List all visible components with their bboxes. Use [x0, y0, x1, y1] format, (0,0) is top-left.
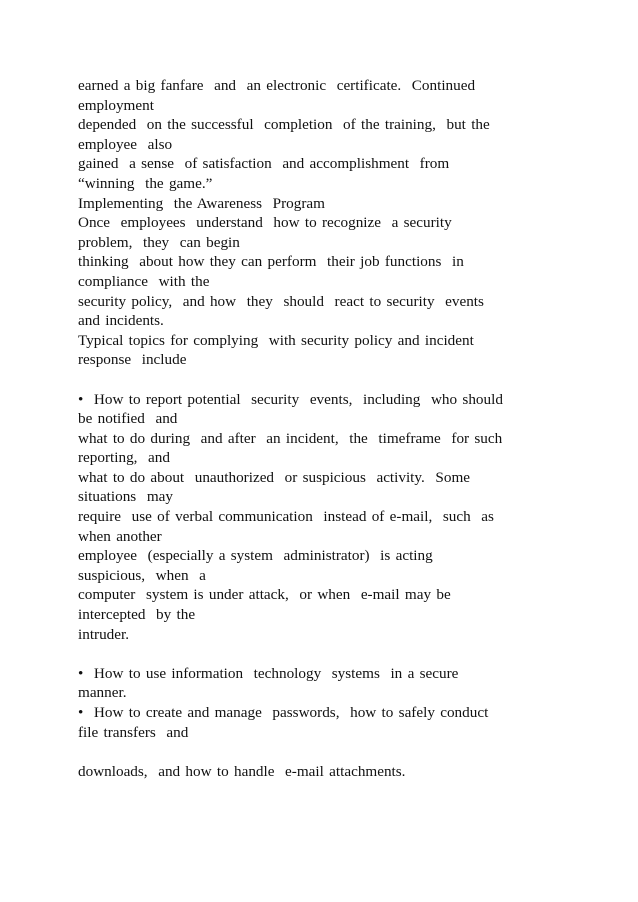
text-line: when another	[78, 527, 162, 545]
blank-line	[78, 644, 578, 664]
text-line: “winning the game.”	[78, 174, 213, 192]
text-line: reporting, and	[78, 449, 170, 467]
document-body	[78, 76, 578, 781]
text-line: thinking about how they can perform their job functions in	[78, 253, 464, 271]
text-line: situations may	[78, 488, 173, 506]
text-line: intercepted by the	[78, 606, 196, 624]
text-line: Once employees understand how to recognize a security	[78, 214, 452, 232]
section-heading: Implementing the Awareness Program	[78, 194, 325, 212]
text-line: gained a sense of satisfaction and accomplishment from	[78, 155, 450, 173]
text-line: earned a big fanfare and an electronic certificate. Continued	[78, 77, 476, 94]
text-line: be notified and	[78, 410, 178, 428]
text-line: computer system is under attack, or when e-mail may be	[78, 586, 451, 604]
text-line: and incidents.	[78, 312, 164, 330]
text-line: downloads, and how to handle e-mail attachments.	[78, 762, 406, 780]
text-line: employee also	[78, 135, 173, 153]
text-line: require use of verbal communication instead of e-mail, such as	[78, 508, 494, 526]
text-line: manner.	[78, 684, 127, 702]
bullet-line: • How to report potential security events, including who should	[78, 390, 503, 408]
text-line: compliance with the	[78, 272, 210, 290]
text-line: depended on the successful completion of the training, but the	[78, 116, 490, 134]
text-line: Typical topics for complying with security policy and incident	[78, 331, 474, 349]
text-line: problem, they can begin	[78, 233, 240, 251]
text-line: security policy, and how they should react to security events	[78, 292, 484, 310]
text-line: employee (especially a system administrator) is acting	[78, 547, 433, 565]
text-line: employment	[78, 96, 154, 114]
text-line: what to do during and after an incident, the timeframe for such	[78, 429, 503, 447]
text-line: intruder.	[78, 625, 130, 643]
text-line: what to do about unauthorized or suspicious activity. Some	[78, 468, 470, 486]
bullet-line: • How to create and manage passwords, how to safely conduct	[78, 704, 489, 721]
text-line: response include	[78, 351, 187, 369]
text-line: file transfers and	[78, 723, 189, 741]
blank-line	[78, 370, 578, 390]
bullet-line: • How to use information technology systems in a secure	[78, 664, 459, 682]
text-line: suspicious, when a	[78, 566, 206, 584]
blank-line	[78, 742, 578, 762]
